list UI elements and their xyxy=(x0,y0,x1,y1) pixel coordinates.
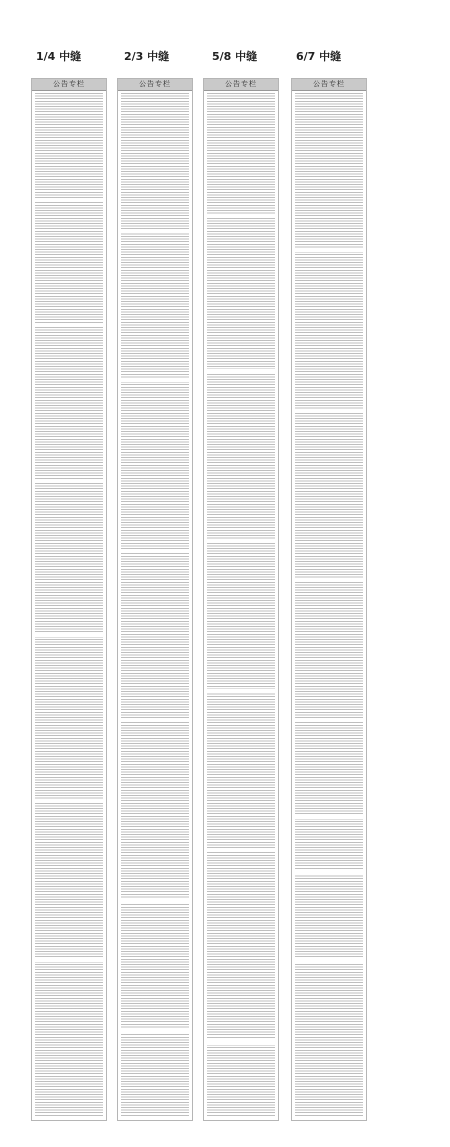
size-label-1-4: 1/4 中缝 xyxy=(36,50,82,63)
column-text-block xyxy=(207,93,275,1116)
column-header: 公告专栏 xyxy=(204,79,278,91)
announcement-column-4 xyxy=(291,78,367,1121)
column-header: 公告专栏 xyxy=(32,79,106,91)
column-header: 公告专栏 xyxy=(292,79,366,91)
announcement-column-3 xyxy=(203,78,279,1121)
column-text-block xyxy=(121,93,189,1116)
size-label-5-8: 5/8 中缝 xyxy=(212,50,258,63)
column-text-block xyxy=(35,93,103,1116)
size-label-6-7: 6/7 中缝 xyxy=(296,50,342,63)
size-label-2-3: 2/3 中缝 xyxy=(124,50,170,63)
announcement-column-1 xyxy=(31,78,107,1121)
column-header: 公告专栏 xyxy=(118,79,192,91)
announcement-column-2 xyxy=(117,78,193,1121)
